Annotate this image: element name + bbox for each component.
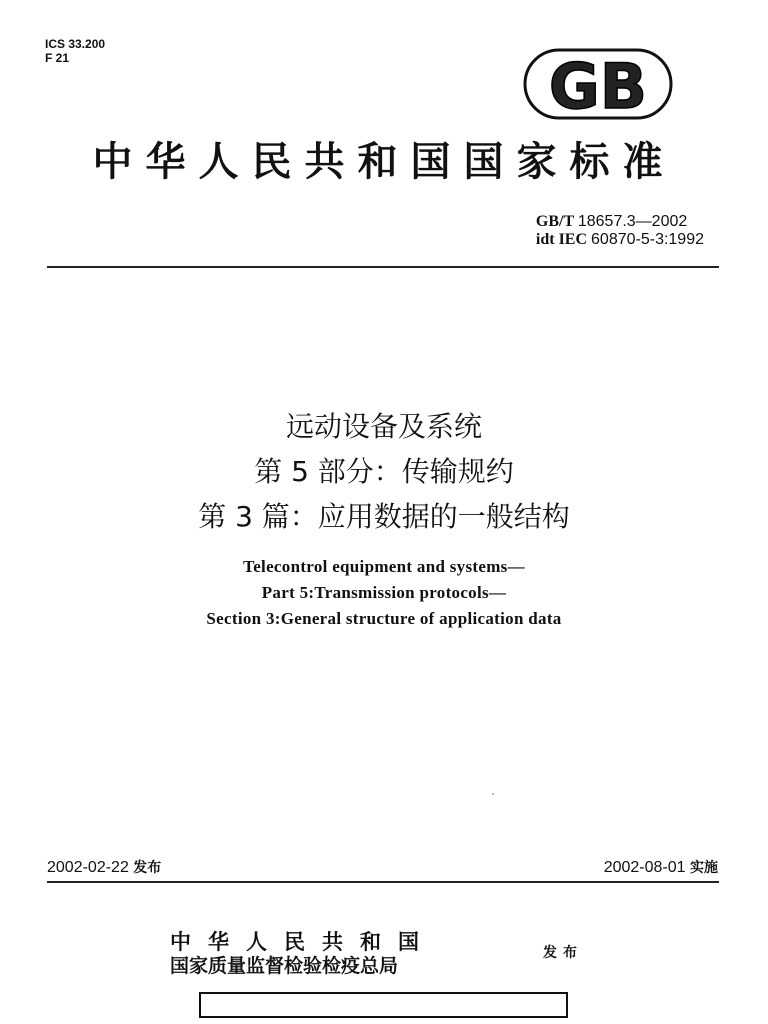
idt-prefix: idt IEC xyxy=(535,231,592,248)
idt-standard-number xyxy=(536,231,704,249)
national-standard-title: 中华人民共和国国家标准 xyxy=(92,138,676,185)
issue-label: 发布 xyxy=(133,860,162,876)
issuer-line-2: 国家质量监督检验检疫总局 xyxy=(170,955,399,977)
logo-text: GB xyxy=(548,50,648,123)
blank-box xyxy=(199,992,568,1018)
issue-date-block xyxy=(47,859,161,877)
english-title xyxy=(0,554,768,632)
english-title-line-3: Section 3:General structure of application data xyxy=(206,609,562,628)
standard-number-block xyxy=(536,213,704,249)
gb-prefix: GB/T xyxy=(535,213,578,230)
implement-date-block xyxy=(604,859,718,877)
implement-label: 实施 xyxy=(690,860,718,876)
ics-code: ICS 33.200 xyxy=(45,37,106,51)
gb-number: 18657.3—2002 xyxy=(577,213,688,230)
gb-logo xyxy=(523,44,673,124)
top-divider xyxy=(47,266,719,268)
implement-date: 2002-08-01 xyxy=(603,859,690,876)
chinese-title xyxy=(0,404,768,539)
chinese-title-line-2: 第 5 部分：传输规约 xyxy=(254,455,514,488)
issuer-block xyxy=(170,930,436,978)
bottom-divider xyxy=(47,881,719,883)
classification-codes xyxy=(45,37,105,65)
publish-label: 发布 xyxy=(543,945,583,961)
english-title-line-1: Telecontrol equipment and systems— xyxy=(243,557,525,576)
issuer-line-1: 中华人民共和国 xyxy=(170,929,436,954)
chinese-title-line-3: 第 3 篇：应用数据的一般结构 xyxy=(198,500,570,533)
ccs-code: F 21 xyxy=(45,51,70,65)
issue-date: 2002-02-22 xyxy=(47,859,134,876)
scan-speck xyxy=(492,793,494,795)
gb-standard-number xyxy=(536,213,704,231)
chinese-title-line-1: 远动设备及系统 xyxy=(285,410,482,443)
idt-number: 60870-5-3:1992 xyxy=(591,231,704,248)
english-title-line-2: Part 5:Transmission protocols— xyxy=(261,583,507,602)
